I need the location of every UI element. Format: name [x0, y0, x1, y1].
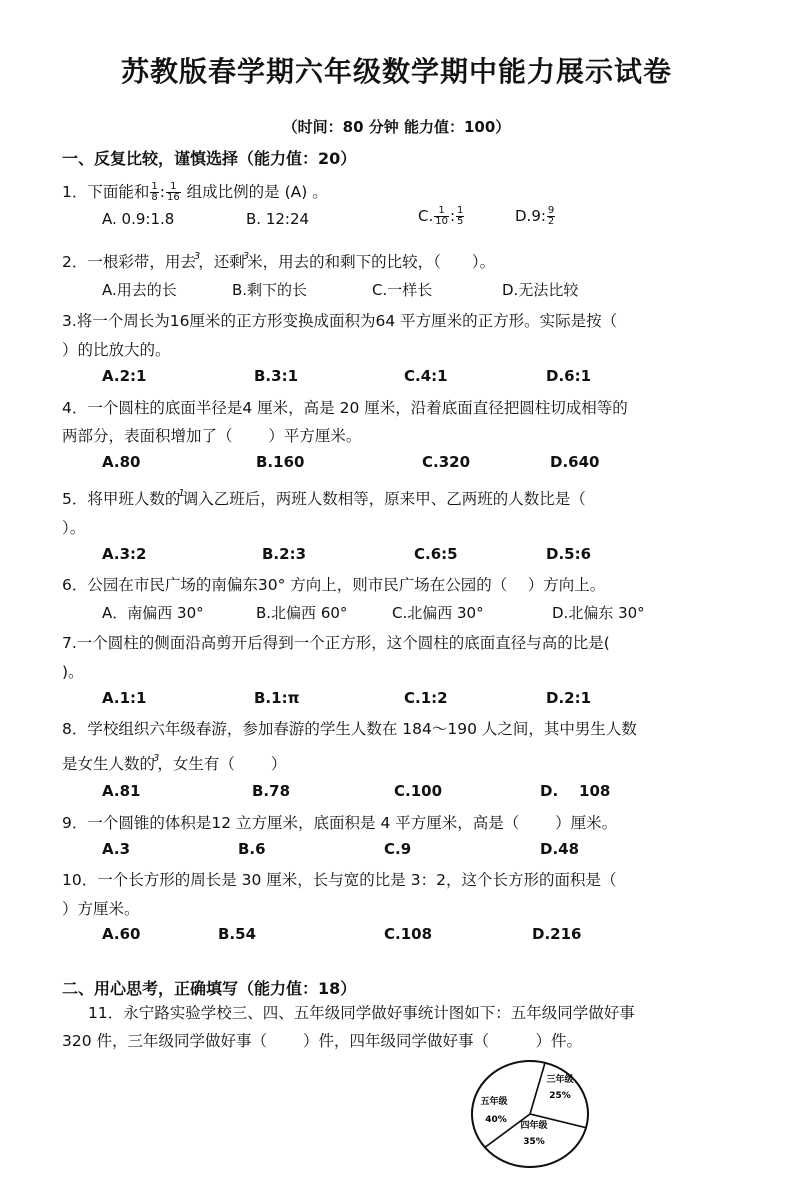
q3-option-c: C.4:1 — [404, 367, 448, 385]
question-3: 3.将一个周长为16厘米的正方形变换成面积为64 平方厘米的正方形。实际是按（ — [62, 312, 618, 330]
question-10-line-2: ）方厘米。 — [62, 900, 140, 918]
question-4: 4．一个圆柱的底面半径是4 厘米，高是 20 厘米，沿着底面直径把圆柱切成相等的 — [62, 399, 628, 417]
question-2: 2．一根彩带，用去$^3$，还剩$^3$米，用去的和剩下的比较，（ ）。 — [62, 251, 496, 271]
q1-text-end: 组成比例的是 (A) 。 — [181, 183, 328, 201]
q1-option-b: B. 12:24 — [246, 210, 310, 228]
q2-option-b: B.剩下的长 — [232, 281, 308, 299]
q2-option-a: A.用去的长 — [102, 281, 177, 299]
question-11: 11．永宁路实验学校三、四、五年级同学做好事统计图如下：五年级同学做好事 — [88, 1004, 635, 1022]
q1-fraction-1: $\frac{1}{8}$ — [151, 181, 158, 203]
q7-option-a: A.1:1 — [102, 689, 147, 707]
pie-value-1: 25% — [549, 1091, 571, 1101]
question-5-line-2: ）。 — [62, 519, 86, 537]
q10-option-d: D.216 — [532, 925, 582, 943]
pie-value-2: 35% — [523, 1137, 545, 1147]
q1-option-c: C. $\frac{1}{10}$ : $\frac{1}{5}$ — [418, 205, 464, 227]
question-8-line-2: 是女生人数的$^3$，女生有（ ） — [62, 753, 287, 773]
q9-option-a: A.3 — [102, 840, 131, 858]
q9-option-b: B.6 — [238, 840, 266, 858]
q1-option-d: D.9: $\frac{9}{2}$ — [515, 205, 555, 227]
pie-chart — [468, 1058, 592, 1170]
question-7: 7.一个圆柱的侧面沿高剪开后得到一个正方形，这个圆柱的底面直径与高的比是( — [62, 634, 610, 652]
q10-option-b: B.54 — [218, 925, 257, 943]
question-3-line-2: ）的比放大的。 — [62, 341, 171, 359]
q7-option-b: B.1:π — [254, 689, 300, 707]
q8-option-d: D. 108 — [540, 782, 611, 800]
q1-fraction-2: $\frac{1}{16}$ — [166, 181, 180, 203]
q5-option-c: C.6:5 — [414, 545, 458, 563]
pie-label-3: 五年级 — [480, 1097, 508, 1107]
pie-label-2: 四年级 — [520, 1121, 548, 1131]
question-4-line-2: 两部分，表面积增加了（ ）平方厘米。 — [62, 427, 362, 445]
q8-option-a: A.81 — [102, 782, 141, 800]
q1-text: 1．下面能和 — [62, 183, 150, 201]
q9-option-d: D.48 — [540, 840, 580, 858]
question-11-line-2: 320 件，三年级同学做好事（ ）件，四年级同学做好事（ ）件。 — [62, 1032, 582, 1050]
q4-option-b: B.160 — [256, 453, 305, 471]
q6-option-b: B.北偏西 60° — [256, 604, 348, 622]
q10-option-a: A.60 — [102, 925, 141, 943]
page-title: 苏教版春学期六年级数学期中能力展示试卷 — [120, 55, 672, 88]
q5-option-d: D.5:6 — [546, 545, 592, 563]
q7-option-d: D.2:1 — [546, 689, 592, 707]
pie-label-1: 三年级 — [546, 1075, 574, 1085]
q6-option-c: C.北偏西 30° — [392, 604, 484, 622]
question-7-line-2: )。 — [62, 663, 84, 681]
section-2-heading: 二、用心思考，正确填写（能力值：18） — [62, 979, 357, 998]
question-5: 5．将甲班人数的$^1$调入乙班后，两班人数相等，原来甲、乙两班的人数比是（ — [62, 488, 586, 508]
q6-option-a: A．南偏西 30° — [102, 604, 204, 622]
question-6: 6．公园在市民广场的南偏东30° 方向上，则市民广场在公园的（ ）方向上。 — [62, 576, 606, 594]
q8-option-b: B.78 — [252, 782, 291, 800]
q5-option-b: B.2:3 — [262, 545, 307, 563]
section-1-heading: 一、反复比较，谨慎选择（能力值：20） — [62, 149, 357, 168]
q5-option-a: A.3:2 — [102, 545, 147, 563]
q8-option-c: C.100 — [394, 782, 443, 800]
q9-option-c: C.9 — [384, 840, 412, 858]
q1-option-a: A. 0.9:1.8 — [102, 210, 175, 228]
q4-option-a: A.80 — [102, 453, 141, 471]
q3-option-b: B.3:1 — [254, 367, 299, 385]
q2-fraction-2: 3 — [242, 251, 250, 262]
q6-option-d: D.北偏东 30° — [552, 604, 645, 622]
pie-value-3: 40% — [485, 1115, 507, 1125]
q5-fraction: 1 — [178, 488, 185, 499]
exam-info: （时间：80 分钟 能力值：100） — [282, 118, 511, 136]
q4-option-c: C.320 — [422, 453, 471, 471]
q2-option-c: C.一样长 — [372, 281, 433, 299]
q8-fraction: 3 — [153, 753, 160, 764]
q7-option-c: C.1:2 — [404, 689, 448, 707]
pie-chart-plot — [472, 1061, 588, 1167]
q10-option-c: C.108 — [384, 925, 433, 943]
question-8: 8．学校组织六年级春游，参加春游的学生人数在 184～190 人之间，其中男生人数 — [62, 720, 637, 738]
question-9: 9．一个圆锥的体积是12 立方厘米，底面积是 4 平方厘米，高是（ ）厘米。 — [62, 814, 618, 832]
question-10: 10．一个长方形的周长是 30 厘米，长与宽的比是 3：2，这个长方形的面积是（ — [62, 871, 617, 889]
q4-option-d: D.640 — [550, 453, 600, 471]
q2-fraction-1: 3 — [193, 251, 201, 262]
q3-option-a: A.2:1 — [102, 367, 147, 385]
question-1: 1．下面能和 $\frac{1}{8}$ : $\frac{1}{16}$ 组成比例的是 (A) 。 — [62, 181, 328, 203]
q3-option-d: D.6:1 — [546, 367, 592, 385]
q2-option-d: D.无法比较 — [502, 281, 579, 299]
